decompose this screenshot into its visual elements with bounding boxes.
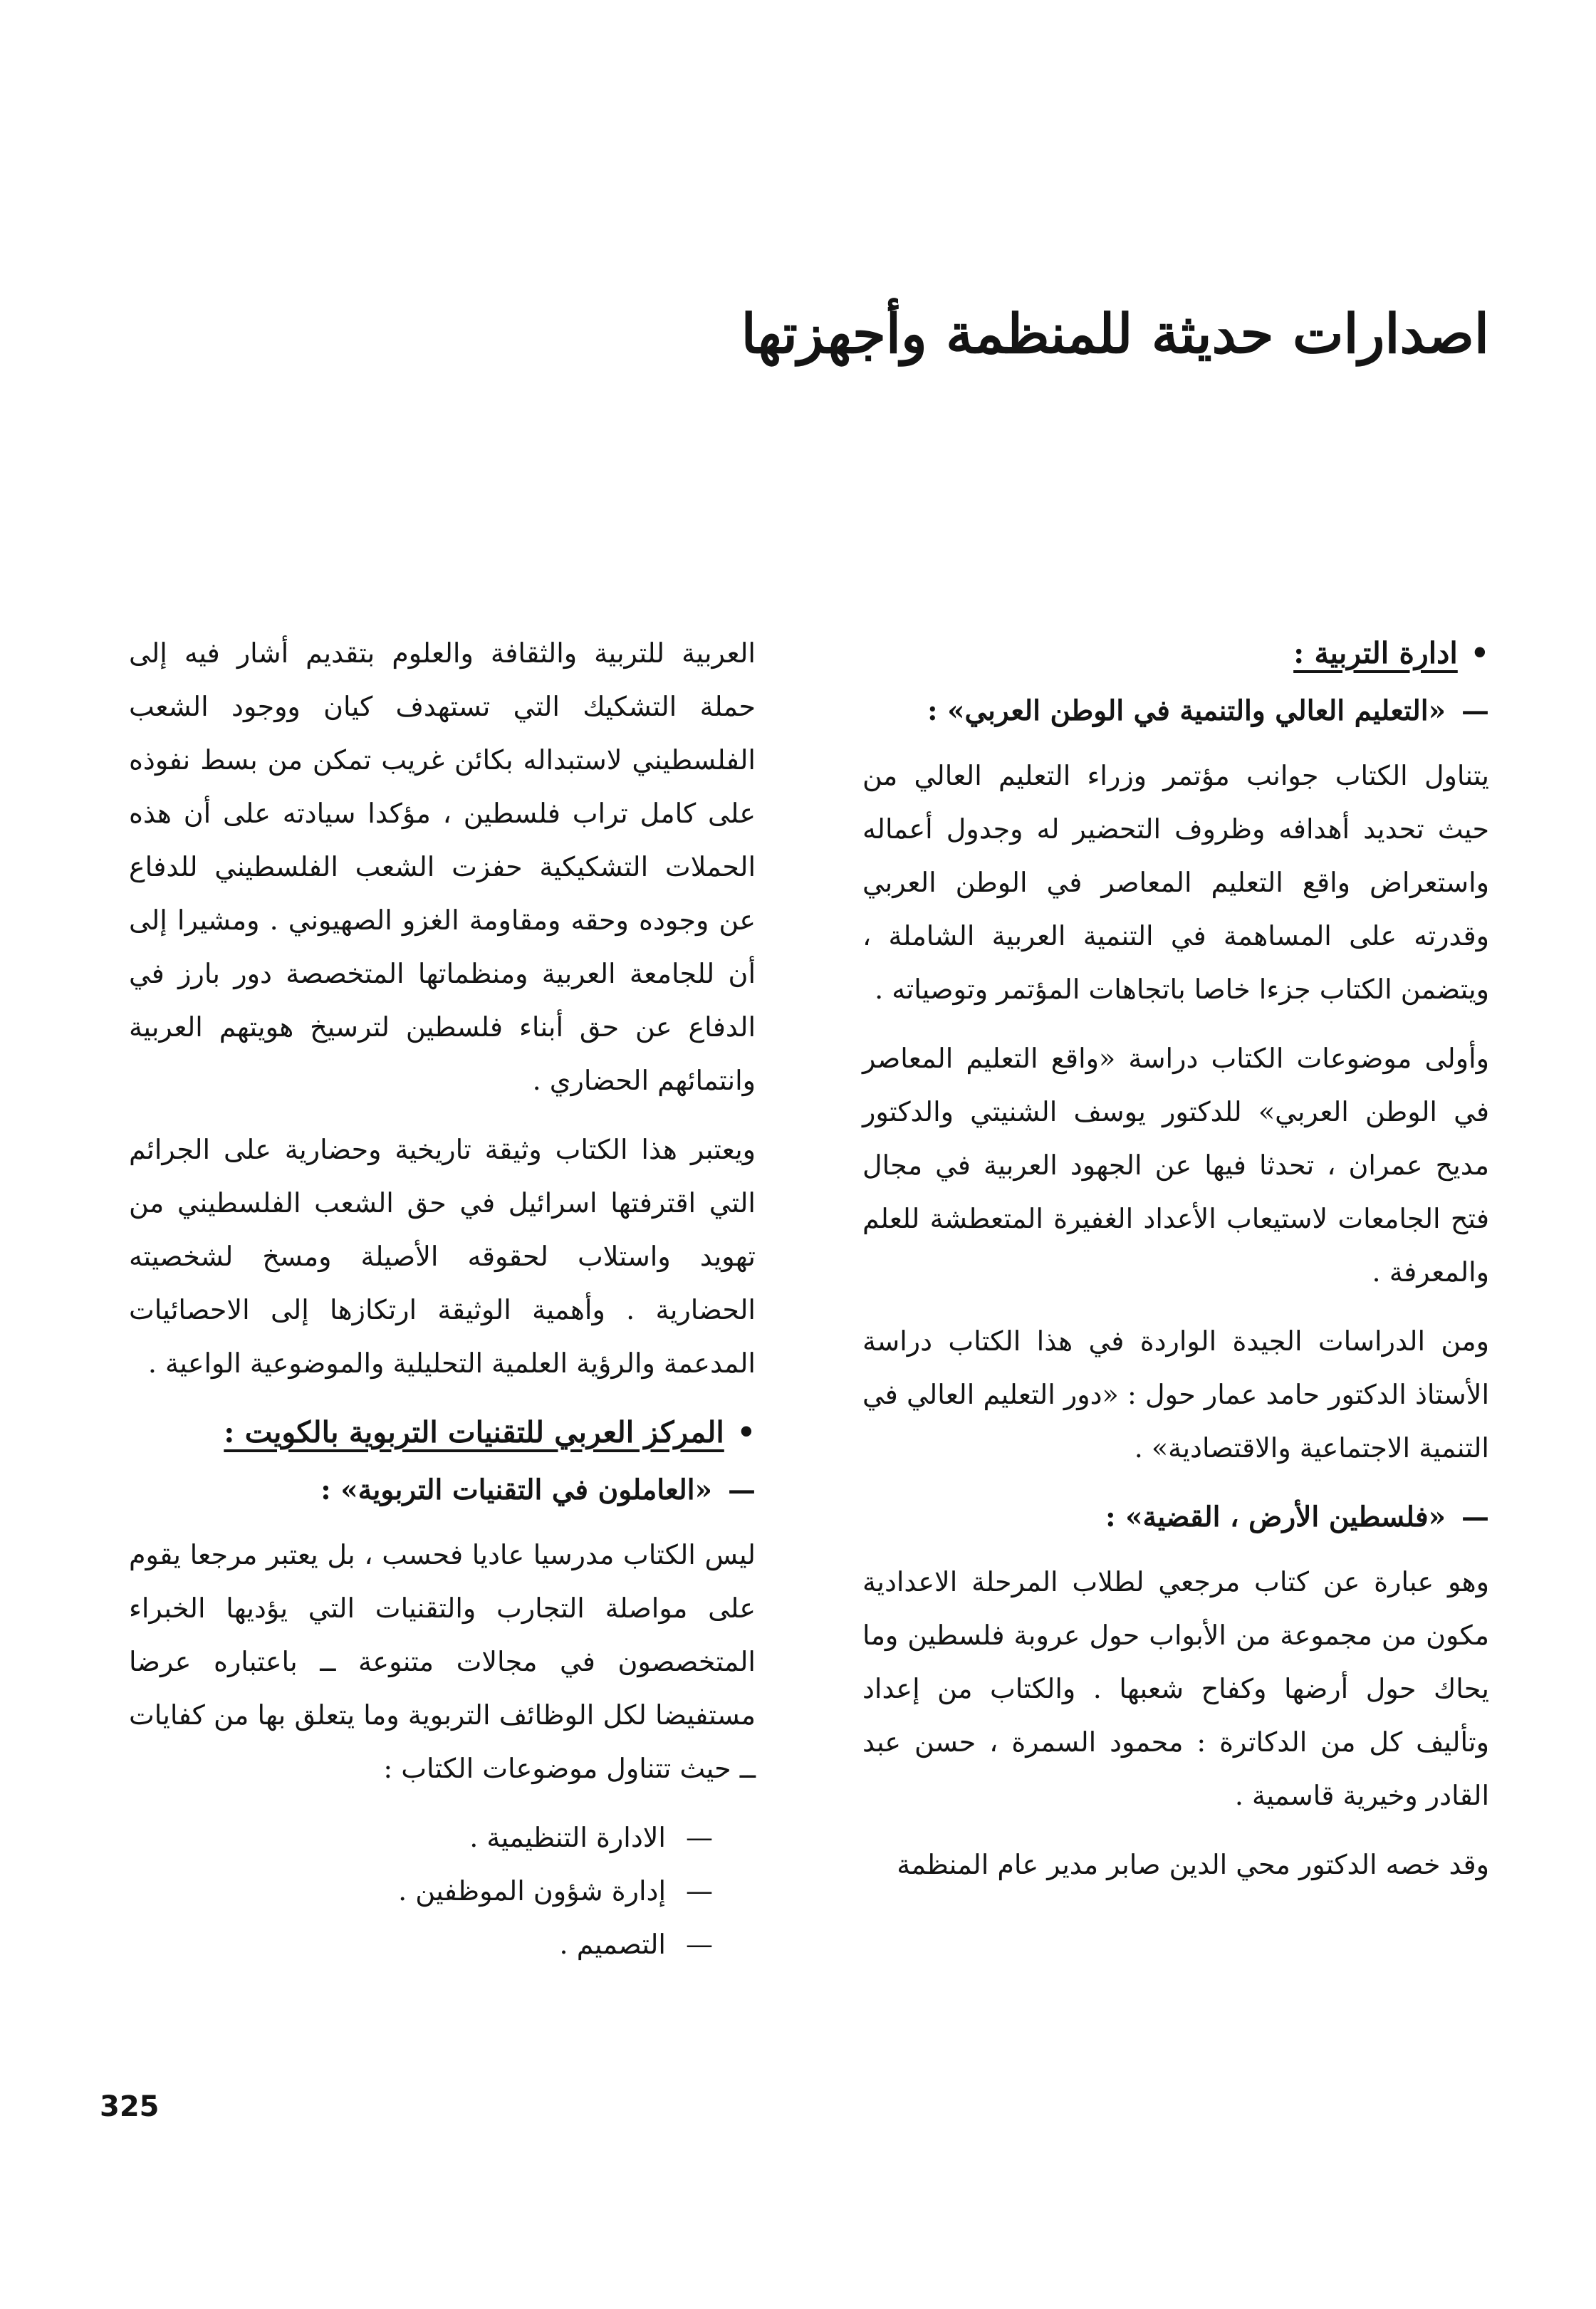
page-number: 325 [100,2090,160,2123]
dash-marker: — [686,1929,713,1960]
list-item-text: إدارة شؤون الموظفين . [398,1875,666,1907]
bullet-icon: • [736,1415,756,1449]
dash-marker: — [1461,694,1489,727]
paragraph: ليس الكتاب مدرسيا عاديا فحسب ، بل يعتبر مرجعا يقوم على مواصلة التجارب والتقنيات التي يؤديها الخبراء المتخصصون في مجالات متنوعة ــ باعتباره عرضا مستفيضا لكل الوظائف التربوية وما يتعلق بها من كفايات ــ حيث تتناول موضوعات الكتاب : [129,1539,756,1784]
dash-marker: — [728,1474,756,1506]
paragraph: وأولى موضوعات الكتاب دراسة «واقع التعليم المعاصر في الوطن العربي» للدكتور يوسف الشنيتي والدكتور مديح عمران ، تحدثا فيها عن الجهود العربية في مجال فتح الجامعات لاستيعاب الأعداد الغفيرة المتعطشة للعلم والمعرفة . [862,1043,1489,1288]
bullet-icon: • [1470,636,1489,670]
paragraph: يتناول الكتاب جوانب مؤتمر وزراء التعليم العالي من حيث تحديد أهدافه وظروف التحضير له وجدول أعماله واستعراض واقع التعليم المعاصر في الوطن العربي وقدرته على المساهمة في التنمية العربية الشاملة ، ويتضمن الكتاب جزءا خاصا باتجاهات المؤتمر وتوصياته . [862,760,1489,1005]
section-heading-education-department [862,627,1489,680]
list-item [129,1811,713,1865]
paragraph: وقد خصه الدكتور محي الدين صابر مدير عام المنظمة [897,1849,1489,1880]
book-title-text: «التعليم العالي والتنمية في الوطن العربي» : [927,694,1446,727]
list-item-text: الادارة التنظيمية . [469,1822,666,1853]
list-item [129,1918,713,1971]
paragraph: ويعتبر هذا الكتاب وثيقة تاريخية وحضارية على الجرائم التي اقترفتها اسرائيل في حق الشعب الفلسطيني من تهويد واستلاب لحقوقه الأصيلة ومسخ لشخصيته الحضارية . وأهمية الوثيقة ارتكازها إلى الاحصائيات المدعمة والرؤية العلمية التحليلية والموضوعية الواعية . [129,1134,756,1379]
section-heading-arab-center [129,1406,756,1459]
dash-marker: — [1461,1501,1489,1533]
book-title-text: «فلسطين الأرض ، القضية» : [1105,1501,1446,1533]
right-column [862,627,1489,1907]
section-heading-text: المركز العربي للتقنيات التربوية بالكويت : [224,1415,724,1449]
book-title-educational-technologies [129,1464,756,1517]
paragraph: ومن الدراسات الجيدة الواردة في هذا الكتاب دراسة الأستاذ الدكتور حامد عمار حول : «دور التعليم العالي في التنمية الاجتماعية والاقتصادية» . [862,1325,1489,1464]
dash-marker: — [686,1875,713,1907]
page-title: اصدارات حديثة للمنظمة وأجهزتها [741,302,1489,365]
left-column [129,627,756,1971]
book-title-higher-education [862,684,1489,738]
book-title-text: «العاملون في التقنيات التربوية» : [320,1474,712,1506]
section-heading-text: ادارة التربية : [1293,636,1458,670]
dash-marker: — [686,1822,713,1853]
list-item [129,1865,713,1918]
list-item-text: التصميم . [559,1929,666,1960]
book-title-palestine [862,1491,1489,1544]
topic-list [129,1811,756,1971]
paragraph: العربية للتربية والثقافة والعلوم بتقديم أشار فيه إلى حملة التشكيك التي تستهدف كيان ووجود الشعب الفلسطيني لاستبداله بكائن غريب تمكن من بسط نفوذه على كامل تراب فلسطين ، مؤكدا سيادته على أن هذه الحملات التشكيكية حفزت الشعب الفلسطيني للدفاع عن وجوده وحقه ومقاومة الغزو الصهيوني . ومشيرا إلى أن للجامعة العربية ومنظماتها المتخصصة دور بارز في الدفاع عن حق أبناء فلسطين لترسيخ هويتهم العربية وانتمائهم الحضاري . [129,637,756,1096]
paragraph: وهو عبارة عن كتاب مرجعي لطلاب المرحلة الاعدادية مكون من مجموعة من الأبواب حول عروبة فلسطين وما يحاك حول أرضها وكفاح شعبها . والكتاب من إعداد وتأليف كل من الدكاترة : محمود السمرة ، حسن عبد القادر وخيرية قاسمية . [862,1566,1489,1811]
